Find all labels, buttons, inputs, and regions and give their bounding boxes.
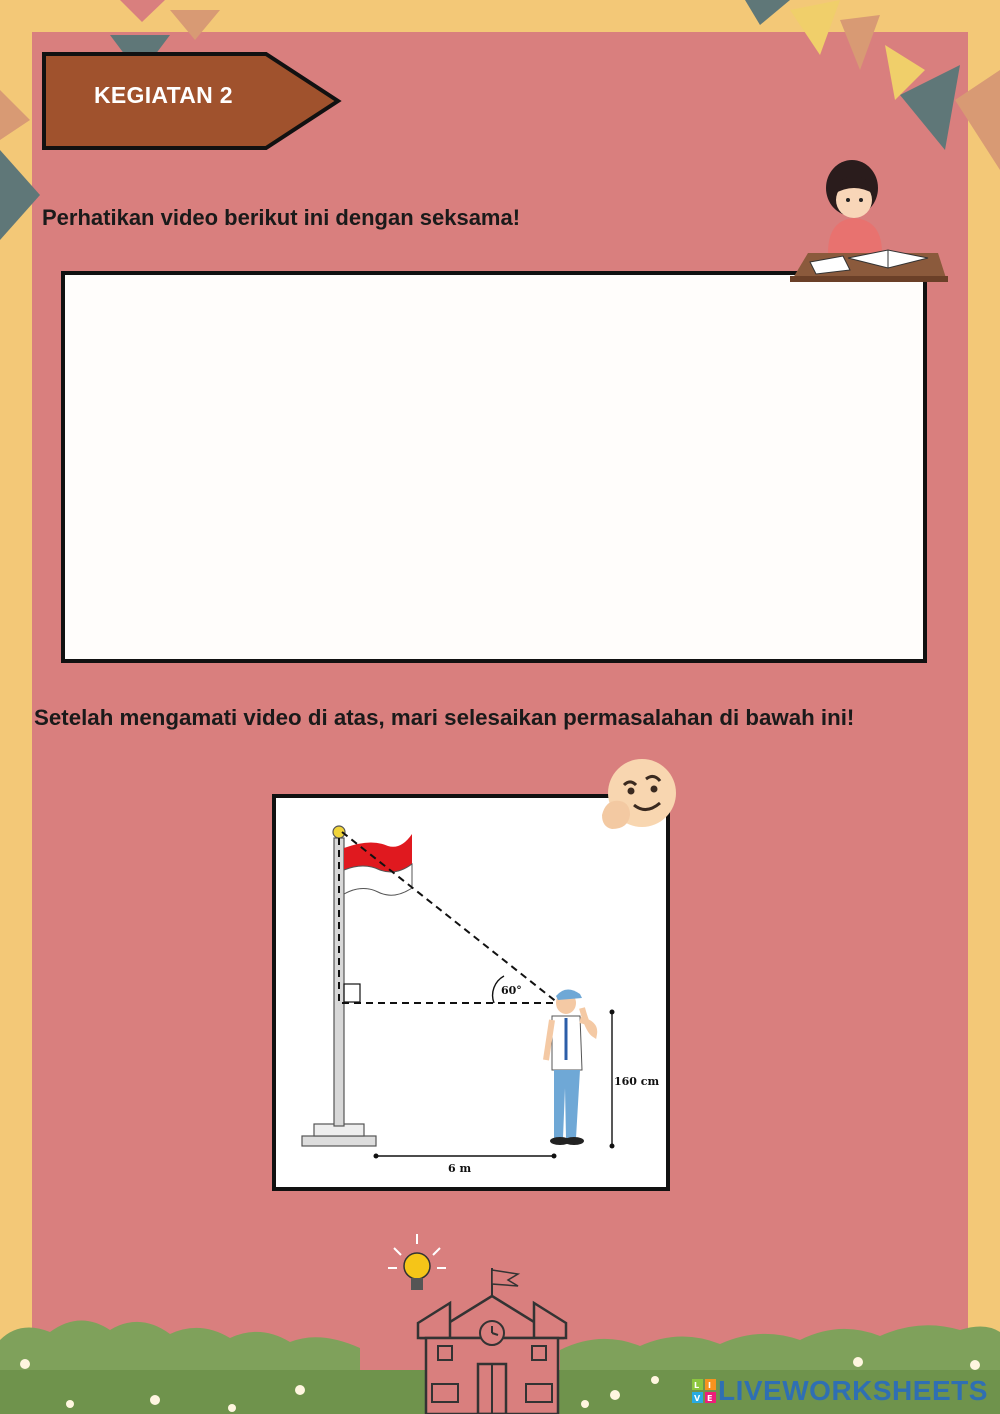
flagpole-problem-figure	[272, 794, 670, 1191]
watch-instruction: Perhatikan video berikut ini dengan seksama!	[42, 205, 521, 230]
saluting-student	[546, 989, 594, 1145]
thinking-face-icon	[600, 755, 682, 833]
line-of-sight	[342, 832, 558, 1003]
height-label: 160 cm	[614, 1075, 660, 1088]
activity-title: KEGIATAN 2	[94, 82, 233, 108]
video-placeholder[interactable]	[61, 271, 927, 663]
right-angle-marker	[344, 984, 360, 1002]
lightbulb-icon	[388, 1234, 446, 1290]
liveworksheets-logo-icon	[692, 1379, 716, 1403]
angle-label: 60°	[501, 984, 522, 997]
flag-red-stripe	[344, 834, 412, 872]
svg-text:V: V	[694, 1394, 701, 1403]
school-building-illustration	[380, 1228, 580, 1414]
logo-wordmark: LIVEWORKSHEETS	[718, 1375, 988, 1406]
liveworksheets-logo	[692, 1374, 988, 1408]
svg-text:E: E	[707, 1394, 713, 1403]
pole-base	[302, 1136, 376, 1146]
flagpole-diagram	[276, 798, 666, 1187]
svg-text:L: L	[694, 1381, 700, 1390]
distance-label: 6 m	[448, 1162, 472, 1175]
student-studying-illustration	[788, 158, 948, 284]
solve-instruction: Setelah mengamati video di atas, mari selesaikan permasalahan di bawah ini!	[34, 705, 855, 730]
svg-text:I: I	[708, 1381, 711, 1390]
